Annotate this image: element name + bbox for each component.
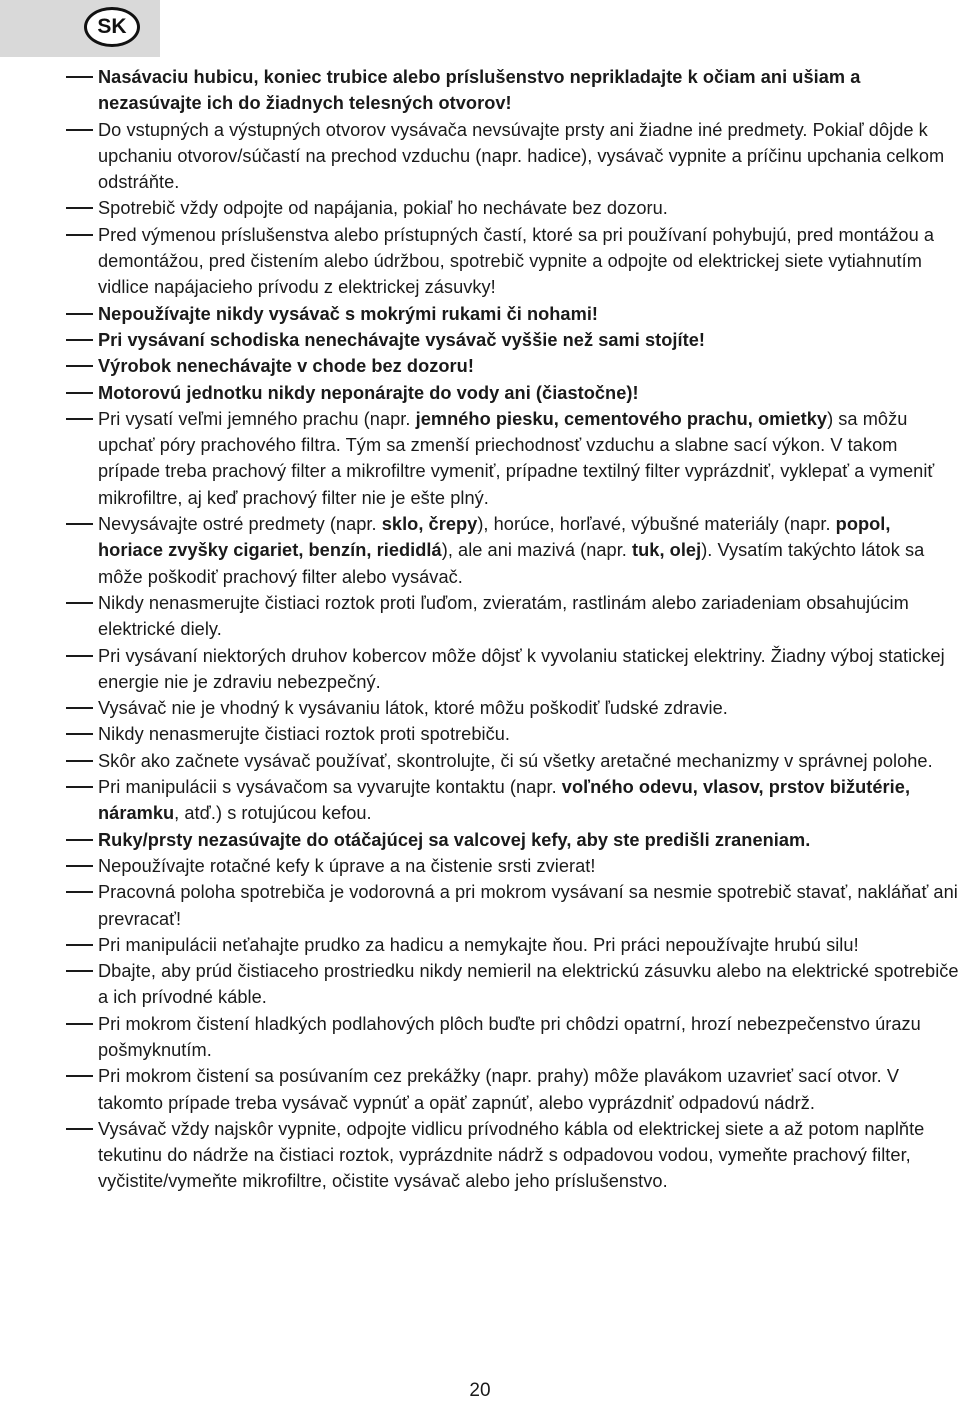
em-dash-bullet [66,207,93,209]
item-text: Pracovná poloha spotrebiča je vodorovná a pri mokrom vysávaní sa nesmie spotrebič stavať, nakláňať ani prevracať! [98,882,958,929]
em-dash-bullet [66,839,93,841]
item-text: Nikdy nenasmerujte čistiaci roztok proti ľuďom, zvieratám, rastlinám alebo zariadeniam obsahujúcim elektrické diely. [98,592,909,640]
em-dash-bullet [66,129,93,131]
page-number: 20 [469,1380,491,1401]
em-dash-bullet [66,970,93,972]
list-item [66,1011,960,1064]
em-dash-bullet [66,865,93,867]
list-item [66,406,960,511]
item-text: Pri vysatí veľmi jemného prachu (napr. [98,408,416,429]
item-text: Pri vysávaní niektorých druhov kobercov môže dôjsť k vyvolaniu statickej elektriny. Žiadny výboj statickej energie nie je zdraviu nebezpečný. [98,645,945,692]
list-item [66,853,960,879]
em-dash-bullet [66,76,93,78]
item-text: Spotrebič vždy odpojte od napájania, pokiaľ ho nechávate bez dozoru. [98,198,668,219]
item-text: Pri manipulácii s vysávačom sa vyvarujte kontaktu (napr. [98,777,562,798]
item-text: Pri mokrom čistení sa posúvaním cez prekážky (napr. prahy) môže plavákom uzavrieť sací otvor. V takomto prípade treba vysávač vypnúť a opäť zapnúť, alebo vyprázdniť odpadovú nádrž. [98,1066,900,1113]
emphasized-text: Ruky/prsty nezasúvajte do otáčajúcej sa valcovej kefy, aby ste predišli zraneniam. [98,829,811,850]
language-badge: SK [84,7,140,47]
list-item [66,1116,960,1195]
list-item [66,511,960,590]
em-dash-bullet [66,1075,93,1077]
emphasized-text: Výrobok nenechávajte v chode bez dozoru! [98,356,474,377]
em-dash-bullet [66,418,93,420]
list-item [66,695,960,721]
em-dash-bullet [66,1128,93,1130]
item-text: ), horúce, horľavé, výbušné materiály (napr. [477,514,836,535]
emphasized-text: popol, horiace zvyšky cigariet, benzín, riedidlá [98,514,891,561]
emphasized-text: Nasávaciu hubicu, koniec trubice alebo príslušenstvo neprikladajte k očiam ani ušiam a nezasúvajte ich do žiadnych telesných otvorov! [98,67,861,114]
em-dash-bullet [66,602,93,604]
list-item [66,879,960,932]
em-dash-bullet [66,1023,93,1025]
list-item [66,380,960,406]
em-dash-bullet [66,313,93,315]
item-text: Do vstupných a výstupných otvorov vysávača nevsúvajte prsty ani žiadne iné predmety. Pokiaľ dôjde k upchaniu otvorov/súčastí na prechod vzduchu (napr. hadice), vysávač vypnite a príčinu upchania celkom odstráňte. [98,119,945,193]
item-text: ). Vysatím takýchto látok sa môže poškodiť prachový filter alebo vysávač. [98,540,925,587]
list-item [66,301,960,327]
em-dash-bullet [66,392,93,394]
item-text: Pri mokrom čistení hladkých podlahových plôch buďte pri chôdzi opatrní, hrozí nebezpečenstvo úrazu pošmyknutím. [98,1013,921,1060]
em-dash-bullet [66,523,93,525]
list-item [66,327,960,353]
emphasized-text: Pri vysávaní schodiska nenechávajte vysávač vyššie než sami stojíte! [98,329,705,350]
em-dash-bullet [66,786,93,788]
list-item [66,958,960,1011]
list-item [66,748,960,774]
item-text: ) sa môžu upchať póry prachového filtra. Tým sa zmenší priechodnosť vzduchu a slabne sací výkon. V takom prípade treba prachový filter a mikrofiltre vymeniť, prípadne textilný filter vyprázdniť, vyklepať a vymeniť mikrofiltre, aj keď prachový filter nie je ešte plný. [98,408,935,508]
emphasized-text: tuk, olej [632,540,702,561]
list-item [66,643,960,696]
em-dash-bullet [66,891,93,893]
list-item [66,827,960,853]
em-dash-bullet [66,733,93,735]
language-tab [0,0,160,57]
emphasized-text: voľného odevu, vlasov, prstov bižutérie, náramku [98,777,911,824]
emphasized-text: sklo, črepy [381,514,478,535]
item-text: Nepoužívajte rotačné kefy k úprave a na čistenie srsti zvierat! [98,855,596,876]
list-item [66,353,960,379]
list-item [66,590,960,643]
em-dash-bullet [66,365,93,367]
list-item [66,932,960,958]
list-item [66,64,960,117]
item-text: Nevysávajte ostré predmety (napr. [98,514,382,535]
em-dash-bullet [66,655,93,657]
emphasized-text: jemného piesku, cementového prachu, omietky [415,408,828,429]
item-text: Vysávač nie je vhodný k vysávaniu látok, ktoré môžu poškodiť ľudské zdravie. [98,698,728,719]
em-dash-bullet [66,707,93,709]
emphasized-text: Motorovú jednotku nikdy neponárajte do vody ani (čiastočne)! [98,382,639,403]
list-item [66,222,960,301]
list-item [66,117,960,196]
item-text: Pri manipulácii neťahajte prudko za hadicu a nemykajte ňou. Pri práci nepoužívajte hrubú silu! [98,934,859,955]
em-dash-bullet [66,234,93,236]
item-text: Skôr ako začnete vysávač používať, skontrolujte, či sú všetky aretačné mechanizmy v správnej polohe. [98,750,933,771]
item-text: ), ale ani mazivá (napr. [441,540,633,561]
item-text: Dbajte, aby prúd čistiaceho prostriedku nikdy nemieril na elektrickú zásuvku alebo na elektrické spotrebiče a ich prívodné káble. [98,961,959,1008]
item-text: Nikdy nenasmerujte čistiaci roztok proti spotrebiču. [98,724,510,745]
em-dash-bullet [66,760,93,762]
item-text: Pred výmenou príslušenstva alebo prístupných častí, ktoré sa pri používaní pohybujú, pred montážou a demontážou, pred čistením alebo údržbou, spotrebič vypnite a odpojte od elektrickej siete vytiahnutím vidlice napájacieho prívodu z elektrickej zásuvky! [98,224,935,298]
list-item [66,195,960,221]
item-text: Vysávač vždy najskôr vypnite, odpojte vidlicu prívodného kábla od elektrickej siete a až potom naplňte tekutinu do nádrže na čistiaci roztok, vyprázdnite nádrž s odpadovou vodou, vymeňte prachový filter, vyčistite/vymeňte mikrofiltre, očistite vysávač alebo jeho príslušenstvo. [98,1118,925,1192]
item-text: , atď.) s rotujúcou kefou. [174,803,372,824]
em-dash-bullet [66,944,93,946]
list-item [66,721,960,747]
safety-instructions-list [66,64,960,1195]
list-item [66,774,960,827]
emphasized-text: Nepoužívajte nikdy vysávač s mokrými rukami či nohami! [98,303,599,324]
list-item [66,1063,960,1116]
em-dash-bullet [66,339,93,341]
